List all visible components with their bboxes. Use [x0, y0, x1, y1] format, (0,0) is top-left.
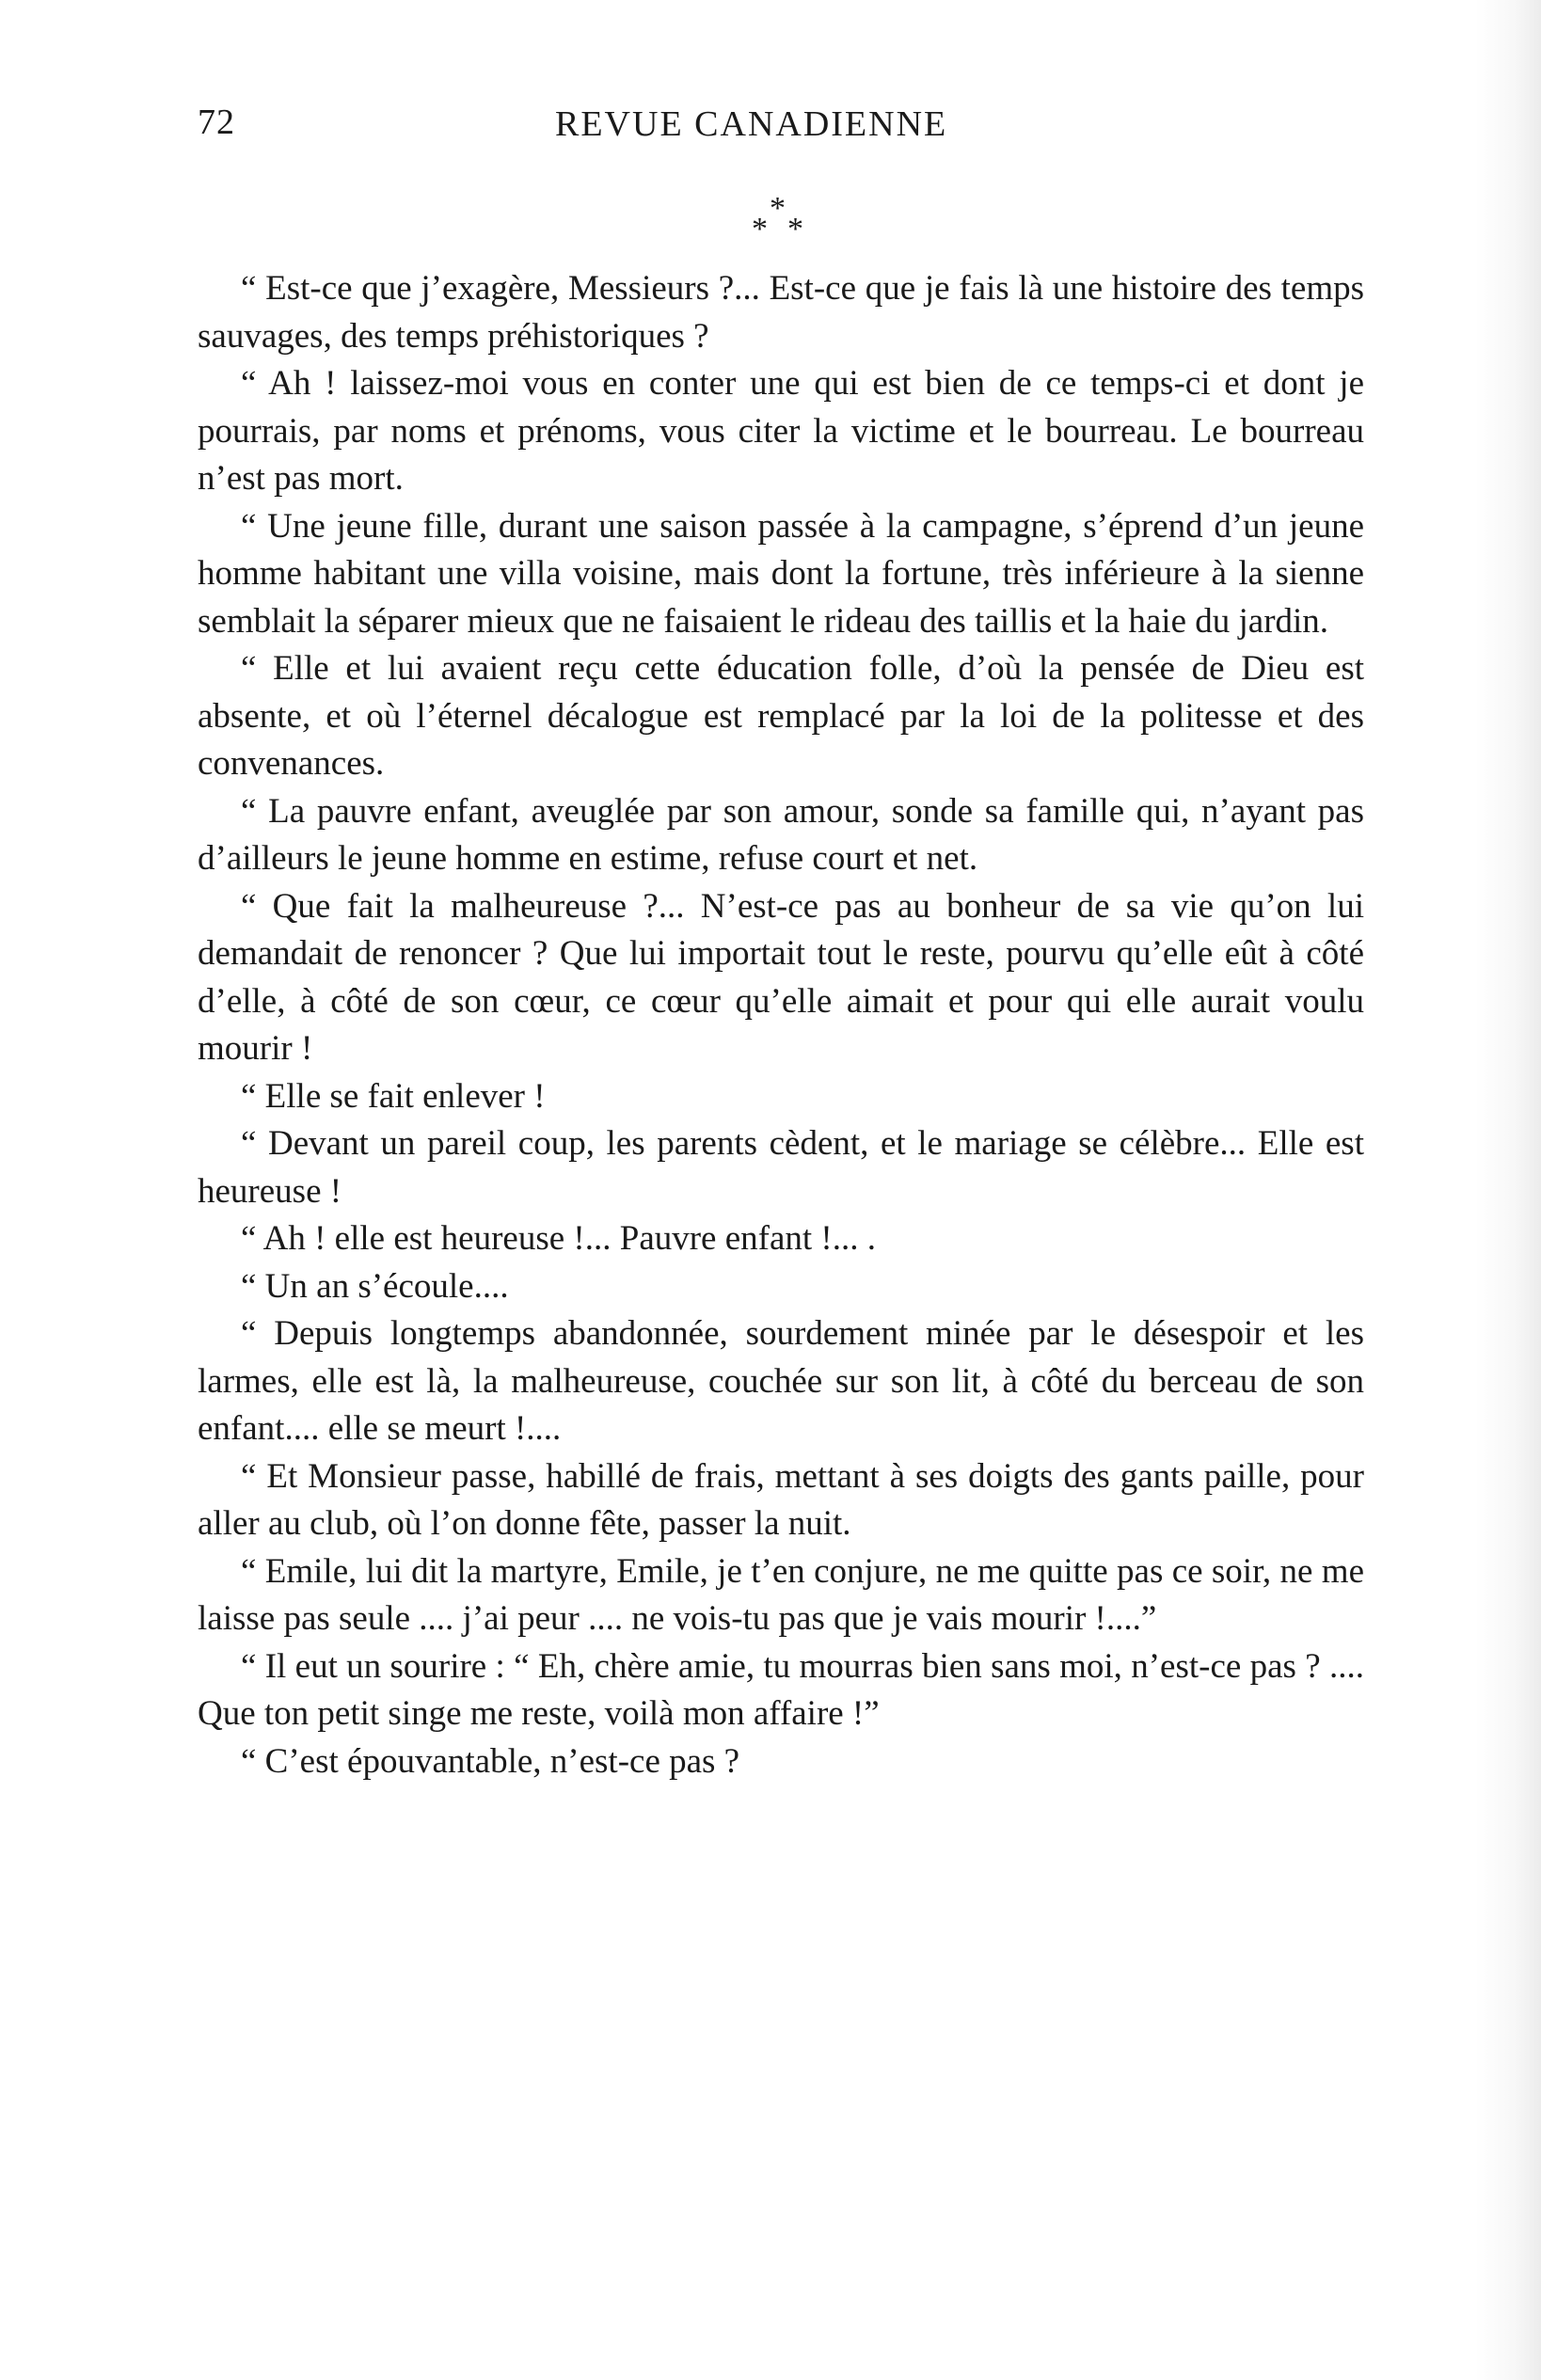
- body-text: [198, 265, 1364, 1785]
- paragraph: “ Elle se fait enlever !: [241, 1076, 546, 1116]
- paragraph: “ Et Monsieur passe, habillé de frais, mettant à ses doigts des gants paille, pour aller au club, où l’on donne fête, passer la nuit.: [198, 1456, 1364, 1543]
- paragraph: “ Est-ce que j’exagère, Messieurs ?... Est-ce que je fais là une histoire des temps sauvages, des temps préhistoriques ?: [198, 269, 1364, 356]
- paragraph: “ Ah ! elle est heureuse !... Pauvre enfant !... .: [241, 1219, 876, 1258]
- paragraph: “ Elle et lui avaient reçu cette éducation folle, d’où la pensée de Dieu est absente, et où l’éternel décalogue est remplacé par la loi de la politesse et des convenances.: [198, 649, 1364, 783]
- paragraph: “ C’est épouvantable, n’est-ce pas ?: [241, 1741, 740, 1781]
- paragraph: “ Que fait la malheureuse ?... N’est-ce pas au bonheur de sa vie qu’on lui demandait de renoncer ? Que lui importait tout le reste, pourvu qu’elle eût à côté d’elle, à côté de son cœur, ce cœur qu’elle aimait et pour qui elle aurait voulu mourir !: [198, 886, 1364, 1068]
- paragraph: “ Un an s’écoule....: [241, 1266, 509, 1306]
- asterisk-top: *: [770, 191, 786, 226]
- paragraph: “ Il eut un sourire : “ Eh, chère amie, tu mourras bien sans moi, n’est-ce pas ? .... Que ton petit singe me reste, voilà mon affaire !”: [198, 1646, 1364, 1733]
- page-header: [198, 102, 1364, 158]
- running-title: REVUE CANADIENNE: [555, 104, 948, 144]
- paragraph: “ Devant un pareil coup, les parents cèdent, et le mariage se célèbre... Elle est heureuse !: [198, 1124, 1364, 1211]
- page-number: 72: [198, 103, 235, 142]
- paragraph: “ Ah ! laissez-moi vous en conter une qui est bien de ce temps-ci et dont je pourrais, par noms et prénoms, vous citer la victime et le bourreau. Le bourreau n’est pas mort.: [198, 364, 1364, 498]
- paragraph: “ Une jeune fille, durant une saison passée à la campagne, s’éprend d’un jeune homme habitant une villa voisine, mais dont la fortune, très inférieure à la sienne semblait la séparer mieux que ne faisaient le rideau des taillis et la haie du jardin.: [198, 506, 1364, 641]
- paragraph: “ La pauvre enfant, aveuglée par son amour, sonde sa famille qui, n’ayant pas d’ailleurs le jeune homme en estime, refuse court et net.: [198, 791, 1364, 878]
- asterism-separator: [748, 193, 823, 249]
- paragraph: “ Depuis longtemps abandonnée, sourdement minée par le désespoir et les larmes, elle est là, la malheureuse, couchée sur son lit, à côté du berceau de son enfant.... elle se meurt !....: [198, 1314, 1364, 1448]
- paragraph: “ Emile, lui dit la martyre, Emile, je t’en conjure, ne me quitte pas ce soir, ne me laisse pas seule .... j’ai peur .... ne vois-tu pas que je vais mourir !....”: [198, 1551, 1364, 1638]
- asterisk-left: *: [752, 212, 768, 246]
- scan-edge-shadow: [1475, 0, 1541, 2380]
- asterisk-right: *: [787, 212, 803, 246]
